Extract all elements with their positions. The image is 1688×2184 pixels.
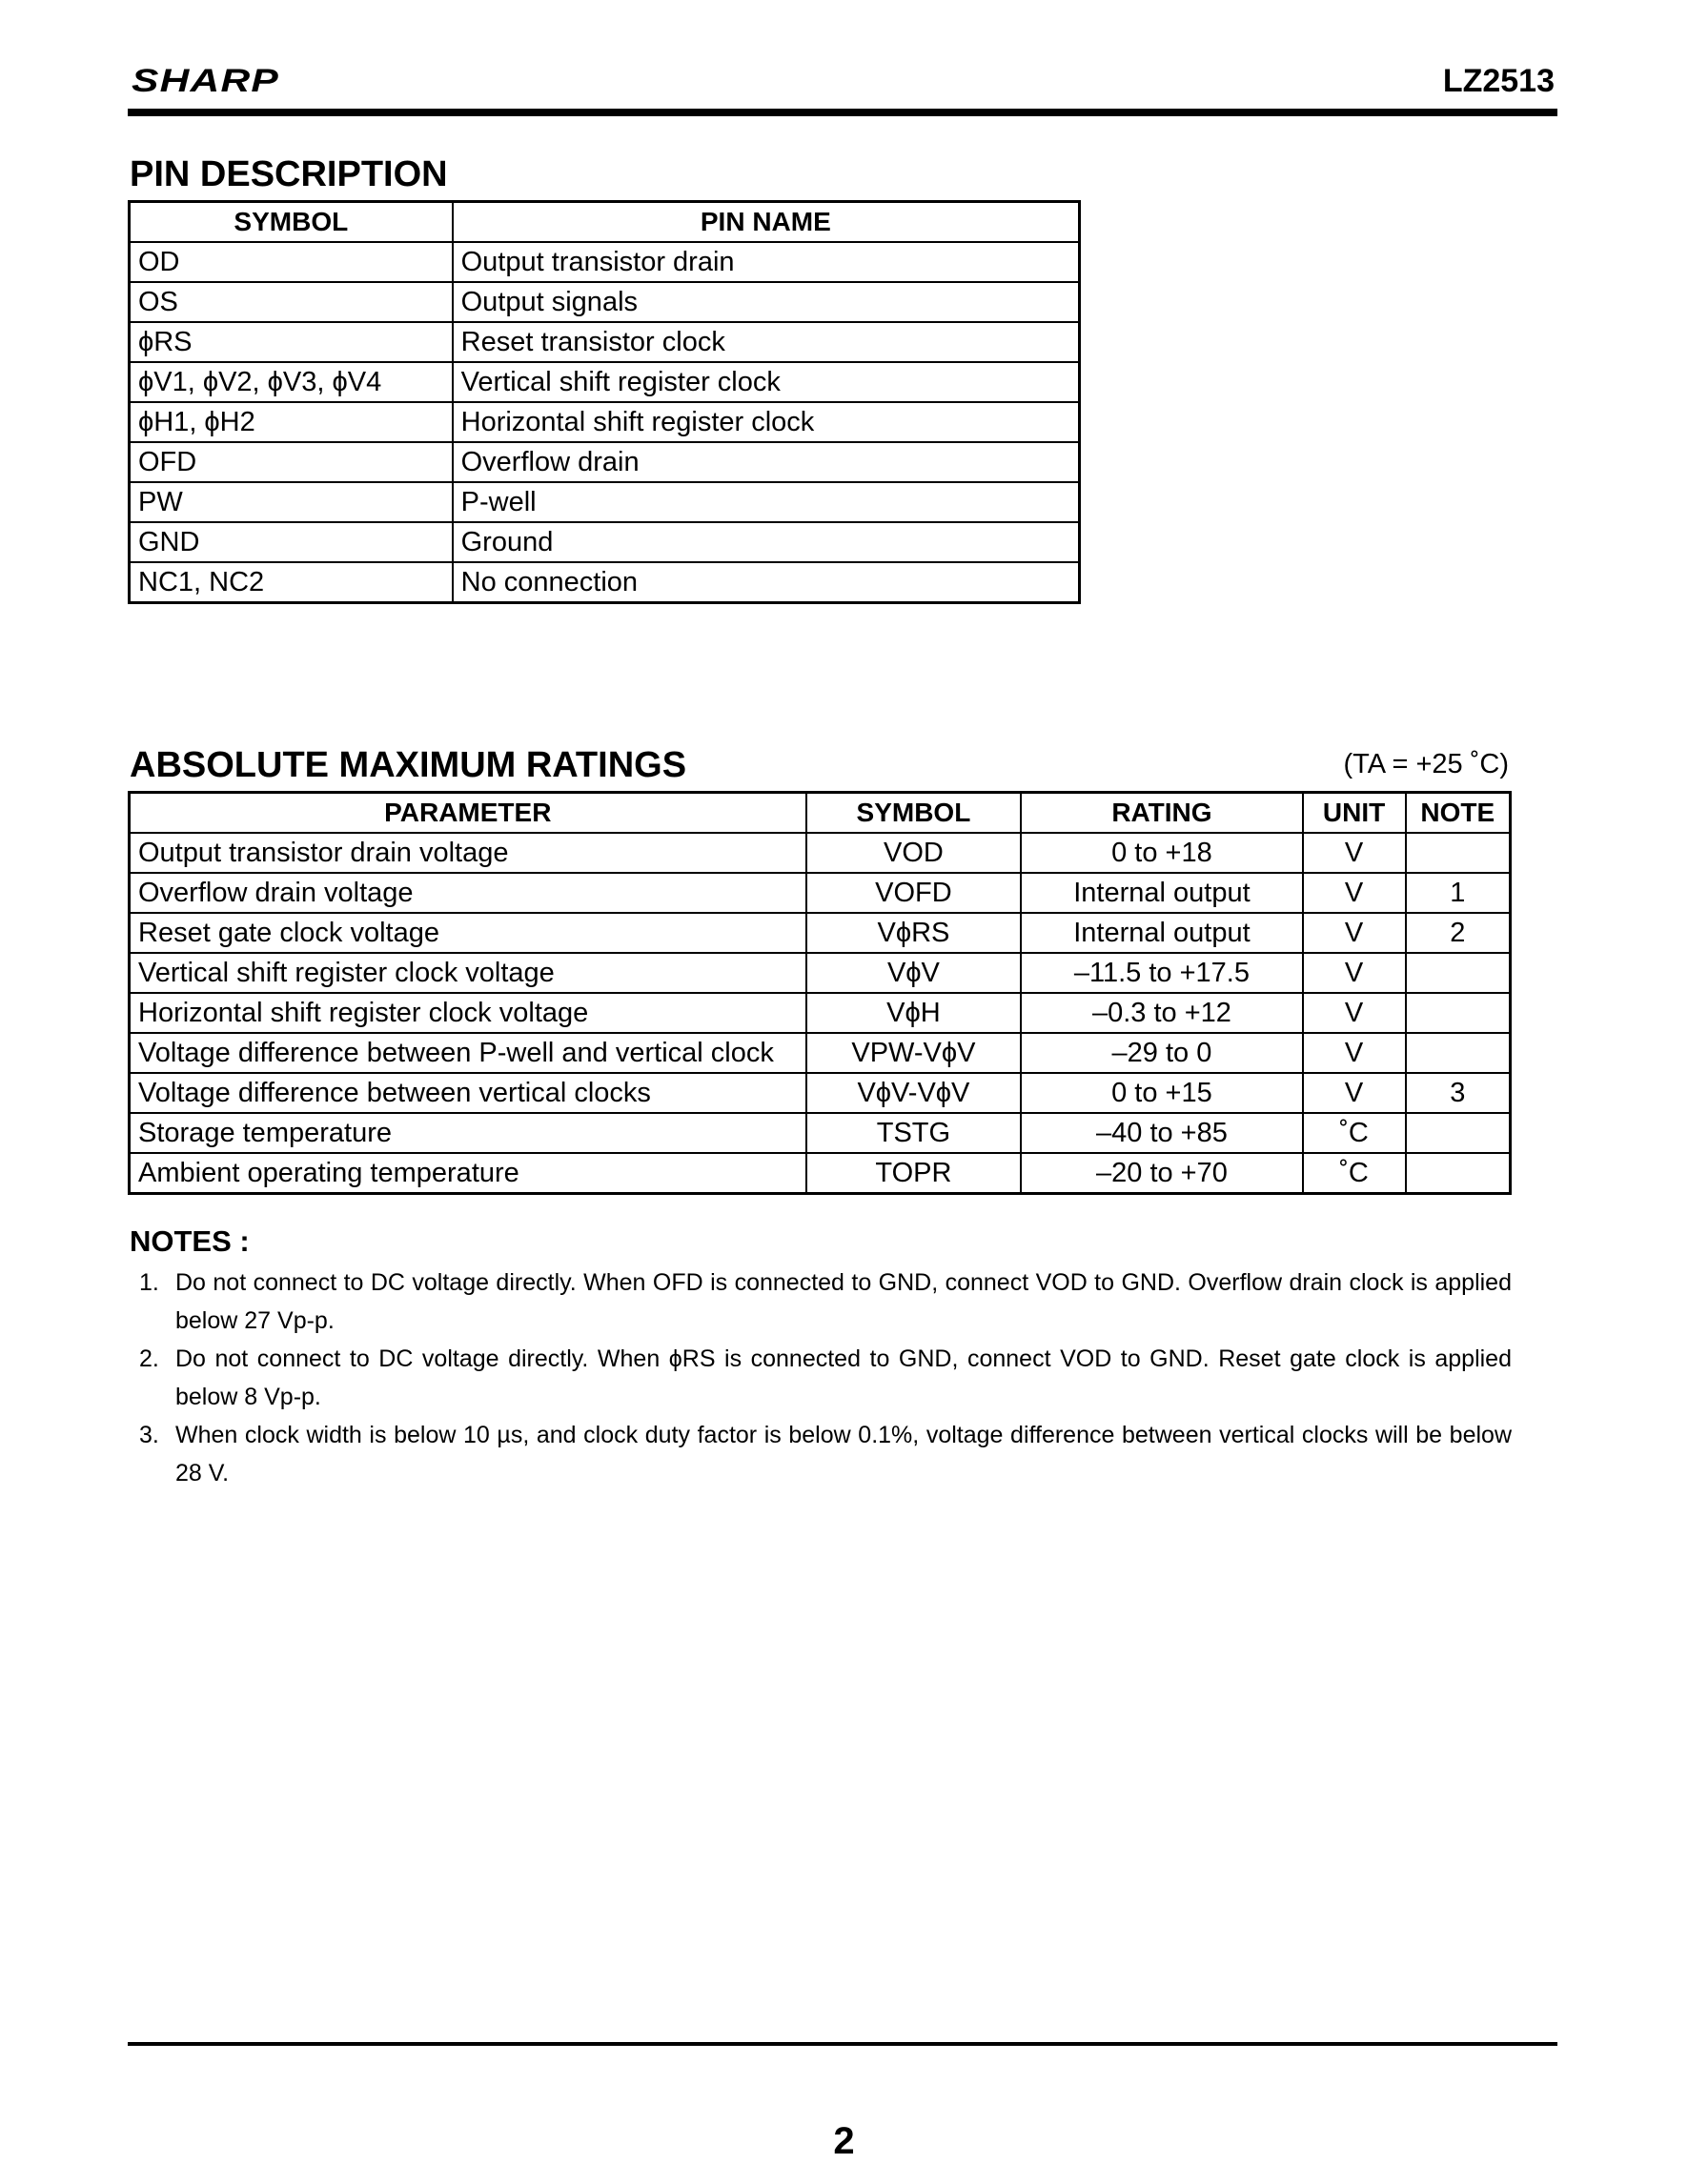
table-row <box>130 953 1511 993</box>
note <box>1406 833 1511 873</box>
pin-symbol: ϕRS <box>130 322 453 362</box>
note: 1 <box>1406 873 1511 913</box>
pin-symbol: GND <box>130 522 453 562</box>
table-row <box>130 833 1511 873</box>
pin-symbol: OS <box>130 282 453 322</box>
unit: ˚C <box>1303 1153 1406 1194</box>
pin-description-table <box>128 200 1081 604</box>
table-row <box>130 242 1080 282</box>
column-header: RATING <box>1021 793 1302 834</box>
symbol: VPW-VϕV <box>806 1033 1022 1073</box>
note-number: 1. <box>139 1269 159 1296</box>
parameter: Vertical shift register clock voltage <box>130 953 806 993</box>
note-number: 3. <box>139 1422 159 1448</box>
pin-symbol: OD <box>130 242 453 282</box>
table-row <box>130 993 1511 1033</box>
column-header: NOTE <box>1406 793 1511 834</box>
note-text: When clock width is below 10 µs, and clock duty factor is below 0.1%, voltage difference between vertical clocks will be below 28 V. <box>175 1422 1512 1486</box>
parameter: Voltage difference between vertical clocks <box>130 1073 806 1113</box>
rating: –11.5 to +17.5 <box>1021 953 1302 993</box>
unit: V <box>1303 1033 1406 1073</box>
note <box>1406 1033 1511 1073</box>
unit: V <box>1303 833 1406 873</box>
rating: Internal output <box>1021 873 1302 913</box>
table-row <box>130 482 1080 522</box>
table-row <box>130 522 1080 562</box>
pin-symbol: ϕH1, ϕH2 <box>130 402 453 442</box>
part-number: LZ2513 <box>1442 63 1555 99</box>
ratings-condition: (TA = +25 ˚C) <box>1343 749 1509 779</box>
parameter: Ambient operating temperature <box>130 1153 806 1194</box>
unit: V <box>1303 993 1406 1033</box>
pin-symbol: OFD <box>130 442 453 482</box>
symbol: VOD <box>806 833 1022 873</box>
note-item <box>139 1264 1512 1340</box>
notes-title: NOTES : <box>130 1224 250 1258</box>
table-row <box>130 402 1080 442</box>
symbol: TOPR <box>806 1153 1022 1194</box>
pin-symbol: ϕV1, ϕV2, ϕV3, ϕV4 <box>130 362 453 402</box>
pin-name: Ground <box>453 522 1080 562</box>
column-header: SYMBOL <box>130 202 453 243</box>
table-row <box>130 362 1080 402</box>
unit: V <box>1303 913 1406 953</box>
note-text: Do not connect to DC voltage directly. When ϕRS is connected to GND, connect VOD to GND. Reset gate clock is applied below 8 Vp-p. <box>175 1345 1512 1410</box>
pin-symbol: NC1, NC2 <box>130 562 453 603</box>
table-row <box>130 1113 1511 1153</box>
footer-rule <box>128 2042 1557 2046</box>
table-header-row <box>130 793 1511 834</box>
rating: –0.3 to +12 <box>1021 993 1302 1033</box>
table-row <box>130 1073 1511 1113</box>
note <box>1406 993 1511 1033</box>
pin-name: Output transistor drain <box>453 242 1080 282</box>
page-number: 2 <box>833 2120 855 2162</box>
parameter: Reset gate clock voltage <box>130 913 806 953</box>
ratings-table <box>128 791 1512 1195</box>
note-text: Do not connect to DC voltage directly. When OFD is connected to GND, connect VOD to GND. Overflow drain clock is applied below 27 Vp-p. <box>175 1269 1512 1334</box>
table-row <box>130 282 1080 322</box>
symbol: TSTG <box>806 1113 1022 1153</box>
table-row <box>130 913 1511 953</box>
note-item <box>139 1416 1512 1492</box>
brand-logo: SHARP <box>132 63 280 99</box>
note: 3 <box>1406 1073 1511 1113</box>
pin-name: P-well <box>453 482 1080 522</box>
table-row <box>130 322 1080 362</box>
parameter: Output transistor drain voltage <box>130 833 806 873</box>
column-header: PIN NAME <box>453 202 1080 243</box>
symbol: VOFD <box>806 873 1022 913</box>
pin-name: Overflow drain <box>453 442 1080 482</box>
notes-list <box>139 1264 1512 1492</box>
parameter: Storage temperature <box>130 1113 806 1153</box>
note-item <box>139 1340 1512 1416</box>
table-row <box>130 873 1511 913</box>
rating: Internal output <box>1021 913 1302 953</box>
header-rule <box>128 109 1557 116</box>
table-row <box>130 562 1080 603</box>
column-header: PARAMETER <box>130 793 806 834</box>
note <box>1406 1113 1511 1153</box>
parameter: Voltage difference between P-well and vertical clock <box>130 1033 806 1073</box>
symbol: VϕV <box>806 953 1022 993</box>
unit: V <box>1303 873 1406 913</box>
symbol: VϕH <box>806 993 1022 1033</box>
rating: –20 to +70 <box>1021 1153 1302 1194</box>
note: 2 <box>1406 913 1511 953</box>
column-header: SYMBOL <box>806 793 1022 834</box>
pin-description-title: PIN DESCRIPTION <box>130 154 448 194</box>
pin-name: No connection <box>453 562 1080 603</box>
parameter: Horizontal shift register clock voltage <box>130 993 806 1033</box>
column-header: UNIT <box>1303 793 1406 834</box>
pin-name: Reset transistor clock <box>453 322 1080 362</box>
table-row <box>130 1153 1511 1194</box>
rating: 0 to +18 <box>1021 833 1302 873</box>
table-row <box>130 442 1080 482</box>
rating: 0 to +15 <box>1021 1073 1302 1113</box>
pin-symbol: PW <box>130 482 453 522</box>
pin-name: Vertical shift register clock <box>453 362 1080 402</box>
rating: –40 to +85 <box>1021 1113 1302 1153</box>
pin-name: Output signals <box>453 282 1080 322</box>
table-row <box>130 1033 1511 1073</box>
unit: ˚C <box>1303 1113 1406 1153</box>
note-number: 2. <box>139 1345 159 1372</box>
unit: V <box>1303 1073 1406 1113</box>
rating: –29 to 0 <box>1021 1033 1302 1073</box>
unit: V <box>1303 953 1406 993</box>
note <box>1406 1153 1511 1194</box>
symbol: VϕRS <box>806 913 1022 953</box>
note <box>1406 953 1511 993</box>
table-header-row <box>130 202 1080 243</box>
pin-name: Horizontal shift register clock <box>453 402 1080 442</box>
symbol: VϕV-VϕV <box>806 1073 1022 1113</box>
ratings-title: ABSOLUTE MAXIMUM RATINGS <box>130 745 687 785</box>
parameter: Overflow drain voltage <box>130 873 806 913</box>
